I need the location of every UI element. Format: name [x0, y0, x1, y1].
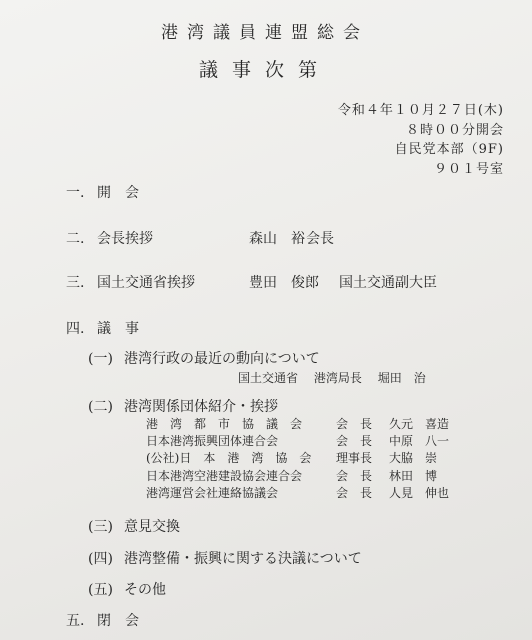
org-representative: 人見 伸也	[389, 485, 450, 500]
meeting-info	[338, 101, 504, 179]
org-role: 会 長	[336, 485, 373, 500]
item-label: 国土交通省挨拶	[97, 275, 195, 291]
item-number: 三.	[66, 275, 85, 291]
subitem-number: (二)	[88, 399, 113, 415]
subitem-label: 港湾行政の最近の動向について	[124, 351, 320, 367]
presenter-name: 堀田 治	[377, 371, 426, 385]
item-label: 閉 会	[97, 613, 139, 629]
org-role: 会 長	[336, 417, 373, 431]
org-name: (公社)日 本 港 湾 協 会	[146, 451, 312, 466]
item-number: 四.	[66, 321, 85, 337]
presenter-line	[238, 369, 438, 386]
org-name: 日本港湾空港建設協会連合会	[146, 468, 303, 483]
item-label: 会長挨拶	[97, 231, 153, 247]
subitem-number: (三)	[88, 519, 113, 535]
presenter-bureau: 港湾局長	[313, 371, 362, 385]
org-name: 港 湾 都 市 協 議 会	[146, 417, 303, 431]
meeting-room: ９０１号室	[433, 161, 504, 177]
org-role: 理事長	[336, 451, 373, 466]
meeting-venue: 自民党本部（9F)	[394, 142, 504, 157]
item-number: 二.	[66, 231, 85, 247]
org-name: 港湾運営会社連絡協議会	[146, 485, 279, 500]
document-subtitle: 議事次第	[198, 59, 331, 81]
subitem-number: (一)	[88, 351, 113, 367]
speaker-name: 豊田 俊郎	[249, 275, 319, 291]
org-representative: 林田 博	[389, 468, 438, 483]
item-label: 議 事	[97, 321, 139, 337]
org-representative: 大脇 崇	[389, 451, 438, 466]
item-number: 一.	[66, 185, 85, 201]
subitem-label: 港湾関係団体紹介・挨拶	[124, 399, 278, 415]
presenter-ministry: 国土交通省	[238, 371, 299, 385]
item-number: 五.	[66, 613, 85, 629]
org-role: 会 長	[336, 434, 373, 449]
speaker-title: 会長	[306, 231, 334, 247]
subitem-label: その他	[124, 582, 166, 598]
subitem-label: 港湾整備・振興に関する決議について	[124, 551, 362, 567]
meeting-time: ８時００分開会	[405, 122, 504, 138]
org-name: 日本港湾振興団体連合会	[146, 434, 279, 449]
document-title: 港湾議員連盟総会	[161, 23, 369, 43]
org-role: 会 長	[336, 468, 373, 483]
subitem-number: (五)	[88, 582, 113, 598]
subitem-number: (四)	[88, 551, 113, 567]
speaker-title: 国土交通副大臣	[339, 275, 437, 291]
speaker-name: 森山 裕	[249, 231, 305, 247]
subitem-label: 意見交換	[124, 519, 180, 535]
meeting-date: 令和４年１０月２７日(木)	[337, 103, 504, 118]
org-representative: 中原 八一	[389, 434, 450, 449]
item-label: 開 会	[97, 185, 139, 201]
org-representative: 久元 喜造	[389, 417, 450, 431]
